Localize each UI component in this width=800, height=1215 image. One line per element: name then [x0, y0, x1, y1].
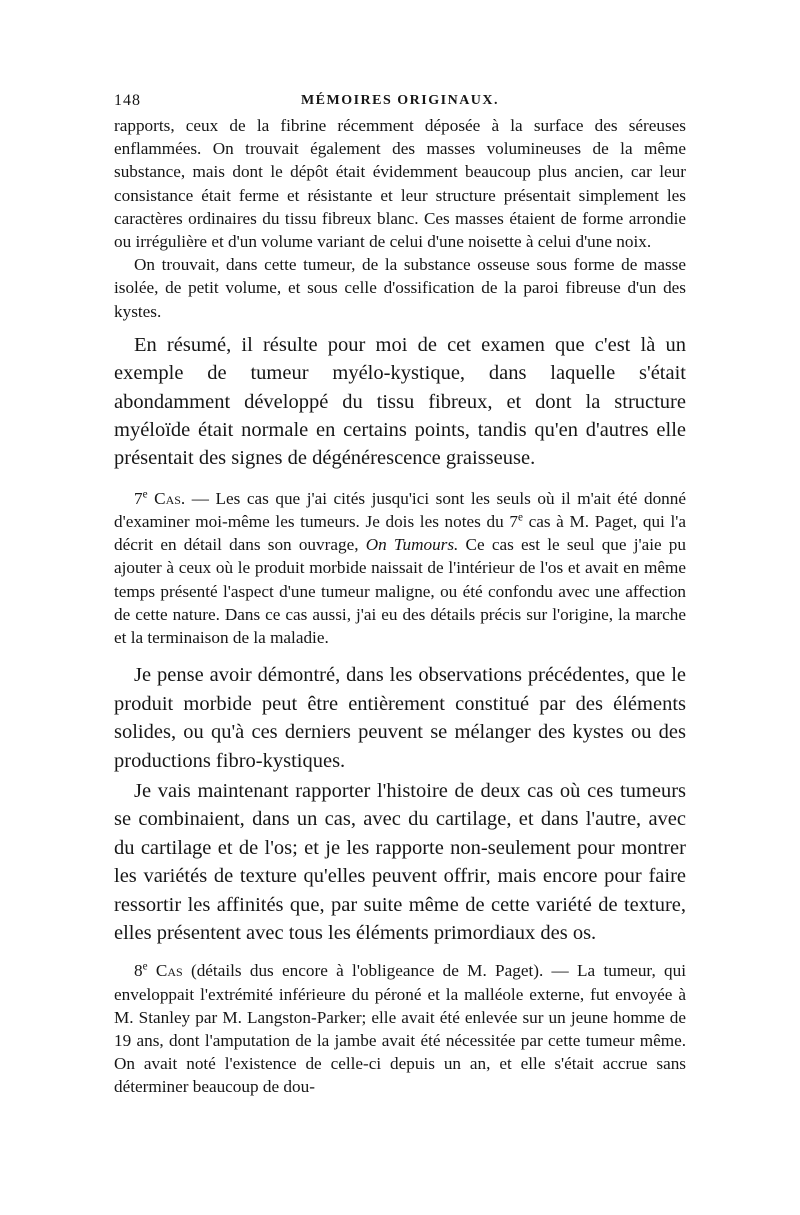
running-title: MÉMOIRES ORIGINAUX. — [300, 93, 500, 108]
case-text-after: Ce cas est le seul que j'aie pu ajouter à ceux où le produit morbide naissait de l'intérieur de l'os et avait en même temps présenté l'aspect d'une tumeur maligne, ou été confondu avec une affection de cette nature. Dans ce cas aussi, j'ai eu des détails précis sur l'origine, la marche et la terminaison de la maladie. — [114, 535, 686, 648]
document-page — [114, 92, 686, 1099]
case-text: (détails dus encore à l'obligeance de M. Paget). — La tumeur, qui enveloppait l'extrémité inférieure du péroné et la malléole externe, fut envoyée à M. Stanley par M. Langston-Parker; elle avait été enlevée sur un jeune homme de 19 ans, dont l'amputation de la jambe avait été nécessitée par cette tumeur même. On avait noté l'existence de celle-ci depuis un an, et elle s'était accrue sans déterminer beaucoup de dou- — [114, 961, 686, 1097]
running-head — [114, 92, 686, 114]
case-number: 8 — [134, 961, 143, 981]
case-ordinal: e — [142, 960, 148, 973]
case-label: Cas — [155, 961, 183, 981]
case-text-mid: cas à M. Paget, qui l'a décrit en détail dans son ouvrage, — [114, 512, 686, 555]
case-ordinal: e — [142, 488, 148, 501]
case-number: 7 — [134, 488, 143, 508]
page-number: 148 — [114, 92, 141, 109]
book-title: On Tumours. — [365, 535, 459, 555]
case-label: Cas. — [154, 488, 186, 508]
paragraph-substance-osseuse: On trouvait, dans cette tumeur, de la substance osseuse sous forme de masse isolée, de petit volume, et sous celle d'ossification de la paroi fibreuse d'un des kystes. — [114, 255, 686, 321]
paragraph-case-8 — [114, 959, 686, 1098]
paragraph-fibrine: rapports, ceux de la fibrine récemment déposée à la surface des séreuses enflammées. On trouvait également des masses volumineuses de la même substance, mais dont le dépôt était évidemment beaucoup plus ancien, car leur consistance était ferme et résistante et leur structure présentait simplement les caractères ordinaires du tissu fibreux blanc. Ces masses étaient de forme arrondie ou irrégulière et d'un volume variant de celui d'une noisette à celui d'une noix. — [114, 116, 686, 252]
case-text-before: — Les cas que j'ai cités jusqu'ici sont les seuls où il m'ait été donné d'examiner moi-même les tumeurs. Je dois les notes du — [114, 488, 686, 532]
paragraph-case-7 — [114, 487, 686, 649]
inline-case-number: 7 — [509, 512, 518, 532]
inline-case-ordinal: e — [517, 511, 523, 524]
paragraph-en-resume: En résumé, il résulte pour moi de cet examen que c'est là un exemple de tumeur myélo-kystique, dans laquelle s'était abondamment développé du tissu fibreux, et dont la structure myéloïde était normale en certains points, tandis qu'en d'autres elle présentait des signes de dégénérescence graisseuse. — [114, 333, 686, 470]
paragraph-je-pense: Je pense avoir démontré, dans les observations précédentes, que le produit morbide peut être entièrement constitué par des éléments solides, ou qu'à ces derniers peuvent se mélanger des kystes ou des productions fibro-kystiques. — [114, 664, 686, 772]
paragraph-je-vais: Je vais maintenant rapporter l'histoire de deux cas où ces tumeurs se combinaient, dans un cas, avec du cartilage, et dans l'autre, avec du cartilage et de l'os; et je les rapporte non-seulement pour montrer les variétés de texture qu'elles peuvent offrir, mais encore pour faire ressortir les affinités que, par suite même de cette variété de texture, elles présentent avec tous les éléments primordiaux des os. — [114, 779, 686, 944]
